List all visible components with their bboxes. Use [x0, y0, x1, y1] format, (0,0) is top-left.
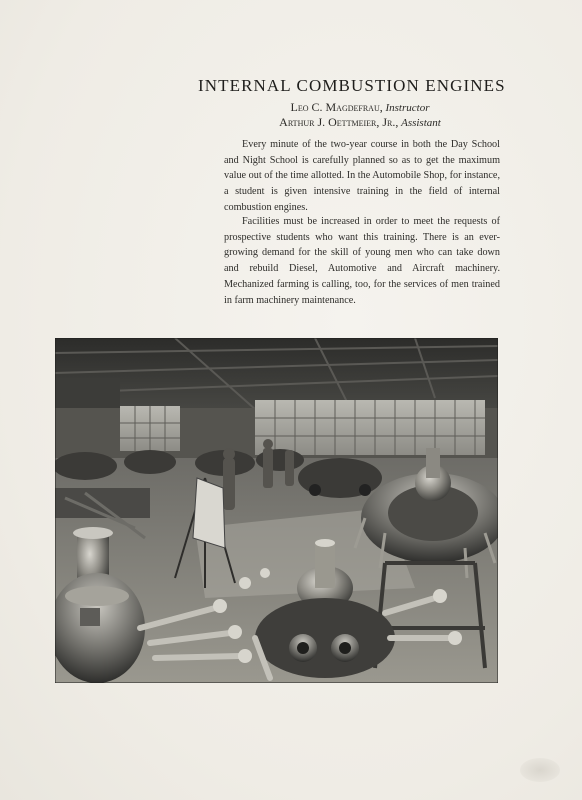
- paragraph-2-text: Facilities must be increased in order to meet the requests of prospective students who want this training. There is an ever-growing demand for the skill of young men who can take down and rebuild Diesel, Automotive and Aircraft machinery. Mechanized farming is calling, too, for the services of men trained in farm machinery maintenance.: [224, 216, 500, 306]
- instructor-role: Instructor: [385, 102, 430, 114]
- engine-shop-photo: [55, 338, 498, 683]
- page-smudge: [520, 758, 560, 782]
- paragraph-1: [224, 137, 500, 216]
- paragraph-1-text: Every minute of the two-year course in both the Day School and Night School is carefully planned so as to get the maximum value out of the time allotted. In the Automobile Shop, for instance, a student is given intensive training in the field of internal combustion engines.: [224, 139, 500, 213]
- assistant-line: [240, 115, 480, 130]
- page-title: INTERNAL COMBUSTION ENGINES: [198, 76, 506, 95]
- paragraph-2: [224, 214, 500, 308]
- assistant-role: Assistant: [401, 117, 441, 129]
- instructor-line: [250, 100, 470, 115]
- assistant-name: Arthur J. Oettmeier, Jr.,: [279, 115, 399, 129]
- instructor-name: Leo C. Magdefrau,: [290, 100, 383, 114]
